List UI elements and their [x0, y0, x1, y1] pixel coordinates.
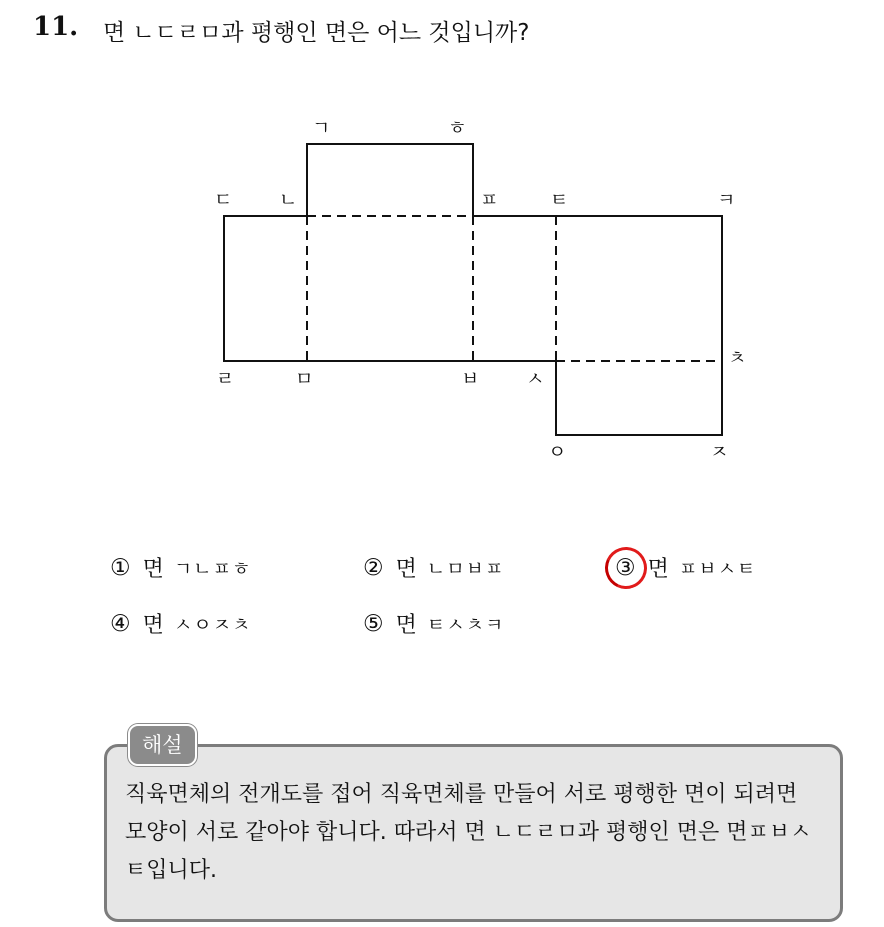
vertex-label-o: ㅇ	[548, 441, 567, 463]
choice-number: ⑤	[363, 610, 384, 637]
vertex-label-k: ㅋ	[717, 189, 736, 211]
choice-number	[615, 555, 636, 581]
vertex-label-p: ㅍ	[480, 189, 499, 211]
vertex-label-r: ㄹ	[216, 368, 235, 390]
vertex-label-j: ㅈ	[710, 441, 729, 463]
explanation-tag: 해설	[128, 724, 197, 766]
vertex-label-n: ㄴ	[279, 189, 298, 211]
choice-number-text: ③	[615, 554, 636, 581]
choice-5[interactable]	[363, 608, 504, 639]
choice-3[interactable]	[615, 552, 756, 583]
choice-word: 면	[647, 557, 669, 582]
choice-number: ④	[110, 610, 131, 637]
choice-word: 면	[395, 557, 417, 582]
choice-number: ①	[110, 554, 131, 581]
choice-face-label: ㄴㅁㅂㅍ	[426, 558, 505, 580]
vertex-label-s: ㅅ	[526, 368, 545, 390]
vertex-label-c: ㅊ	[728, 347, 747, 369]
choice-face-label: ㅅㅇㅈㅊ	[173, 614, 252, 636]
choice-word: 면	[395, 613, 417, 638]
choice-1[interactable]	[110, 552, 251, 583]
vertex-label-g: ㄱ	[312, 117, 331, 139]
choice-4[interactable]	[110, 608, 251, 639]
choice-number: ②	[363, 554, 384, 581]
choice-face-label: ㄱㄴㅍㅎ	[173, 558, 252, 580]
choice-word: 면	[142, 613, 164, 638]
vertex-label-h: ㅎ	[448, 117, 467, 139]
choice-2[interactable]	[363, 552, 504, 583]
choice-face-label: ㅌㅅㅊㅋ	[426, 614, 505, 636]
answer-circle-mark	[599, 541, 653, 595]
vertex-label-m: ㅁ	[295, 368, 314, 390]
question-number: 11.	[33, 12, 79, 42]
choice-word: 면	[142, 557, 164, 582]
explanation-text: 직육면체의 전개도를 접어 직육면체를 만들어 서로 평행한 면이 되려면 모양이 서로 같아야 합니다. 따라서 면 ㄴㄷㄹㅁ과 평행인 면은 면ㅍㅂㅅㅌ입니다.	[125, 782, 812, 883]
choice-face-label: ㅍㅂㅅㅌ	[678, 558, 757, 580]
vertex-label-d: ㄷ	[214, 189, 233, 211]
net-outline-top-flap	[307, 144, 473, 216]
question-text: 면 ㄴㄷㄹㅁ과 평행인 면은 어느 것입니까?	[103, 20, 530, 46]
vertex-label-t: ㅌ	[550, 189, 569, 211]
vertex-label-b: ㅂ	[461, 368, 480, 390]
